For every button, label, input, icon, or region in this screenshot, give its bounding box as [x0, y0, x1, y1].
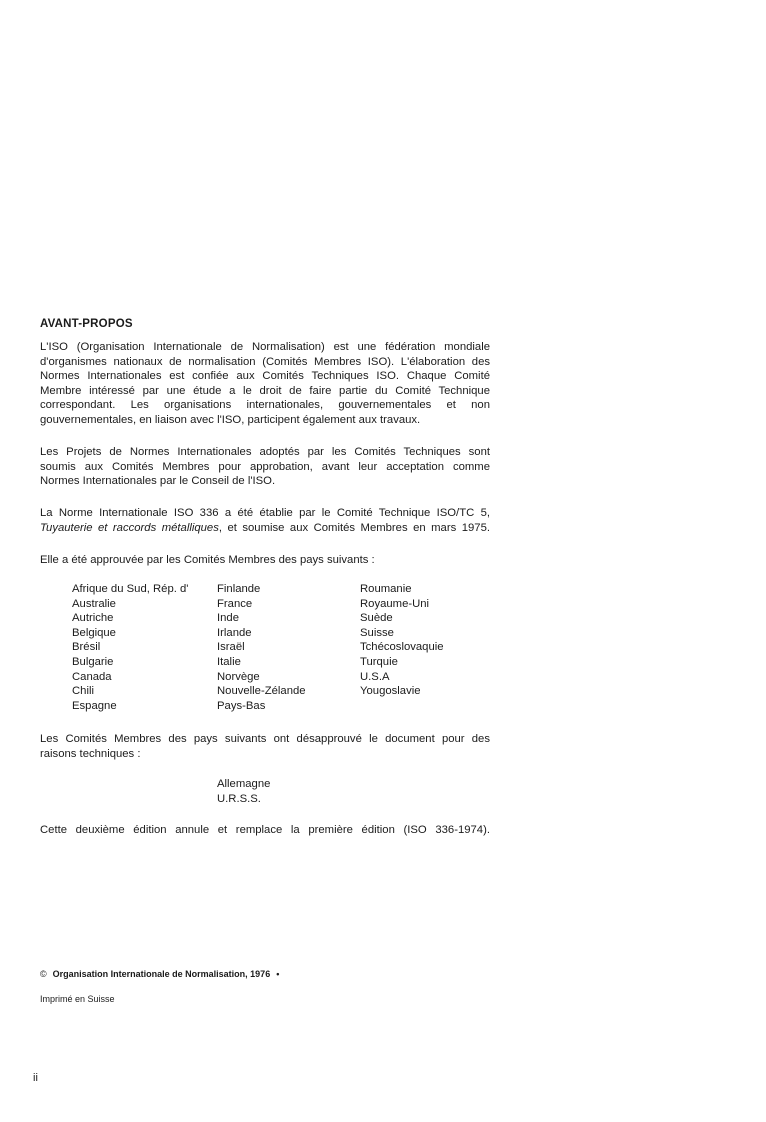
country-item: Autriche [72, 612, 114, 625]
edition-note [40, 823, 490, 838]
country-item: Brésil [72, 641, 101, 654]
text-segment: , et soumise aux Comités Membres en mars 1975. [218, 521, 490, 534]
country-item: U.S.A [360, 670, 390, 683]
text-line: soumis aux Comités Membres pour approbation, avant leur acceptation comme [40, 460, 490, 473]
page-number: ii [33, 1072, 38, 1084]
copyright-notice [40, 969, 279, 979]
country-item: Turquie [360, 655, 398, 668]
country-item: Israël [217, 641, 245, 654]
text-line: gouvernementales, en liaison avec l'ISO, participent également aux travaux. [40, 413, 421, 426]
printed-in: Imprimé en Suisse [40, 994, 115, 1004]
country-item: Afrique du Sud, Rép. d' [72, 583, 189, 595]
text-line: raisons techniques : [40, 747, 141, 760]
country-column [72, 582, 188, 713]
text-line: La Norme Internationale ISO 336 a été établie par le Comité Technique ISO/TC 5, [40, 507, 490, 519]
text-line [40, 521, 490, 536]
text-line: Normes Internationales est confiée aux Comités Techniques ISO. Chaque Comité [40, 370, 490, 383]
text-line: Les Projets de Normes Internationales adoptés par les Comités Techniques sont [40, 446, 490, 458]
country-item: Chili [72, 685, 94, 698]
foreword-paragraph-drafts [40, 445, 490, 489]
copyright-symbol: © [40, 969, 47, 979]
country-item: France [217, 597, 253, 610]
disapproved-countries-list [217, 777, 270, 806]
country-item: Canada [72, 670, 112, 683]
country-item: Belgique [72, 626, 116, 639]
country-item: Suède [360, 612, 393, 625]
country-item: Finlande [217, 583, 261, 595]
disapproval-intro [40, 732, 490, 761]
country-item: Bulgarie [72, 655, 114, 668]
text-line: Membre intéressé par une étude a le droit de faire partie du Comité Technique [40, 384, 490, 397]
text-line: Elle a été approuvée par les Comités Membres des pays suivants : [40, 554, 375, 566]
country-item: Australie [72, 597, 116, 610]
committee-title: Tuyauterie et raccords métalliques [40, 521, 219, 534]
country-item: Pays-Bas [217, 699, 266, 712]
country-item: Allemagne [217, 778, 271, 790]
country-column [217, 582, 306, 713]
country-item: Suisse [360, 626, 394, 639]
country-item: Tchécoslovaquie [360, 641, 444, 654]
country-item: U.R.S.S. [217, 792, 261, 805]
country-item: Italie [217, 655, 241, 668]
country-item: Irlande [217, 626, 252, 639]
approval-intro [40, 553, 490, 568]
country-item: Norvège [217, 670, 260, 683]
bullet-mark: • [276, 969, 280, 979]
text-line: L'ISO (Organisation Internationale de Normalisation) est une fédération mondiale [40, 341, 490, 353]
country-column [360, 582, 444, 699]
text-line: d'organismes nationaux de normalisation (Comités Membres ISO). L'élaboration des [40, 355, 490, 368]
country-item: Royaume-Uni [360, 597, 430, 610]
copyright-text: Organisation Internationale de Normalisation, 1976 [52, 969, 271, 979]
foreword-paragraph-iso336 [40, 506, 490, 535]
text-line: Les Comités Membres des pays suivants ont désapprouvé le document pour des [40, 733, 490, 745]
text-line: Cette deuxième édition annule et remplace la première édition (ISO 336-1974). [40, 824, 490, 836]
country-item: Roumanie [360, 583, 412, 595]
foreword-heading: AVANT-PROPOS [40, 318, 133, 330]
country-item: Nouvelle-Zélande [217, 685, 306, 698]
foreword-paragraph-iso [40, 340, 490, 428]
country-item: Yougoslavie [360, 685, 421, 698]
text-line: correspondant. Les organisations internationales, gouvernementales et non [40, 399, 490, 412]
text-line: Normes Internationales par le Conseil de l'ISO. [40, 475, 276, 488]
country-item: Espagne [72, 699, 117, 712]
country-item: Inde [217, 612, 239, 625]
